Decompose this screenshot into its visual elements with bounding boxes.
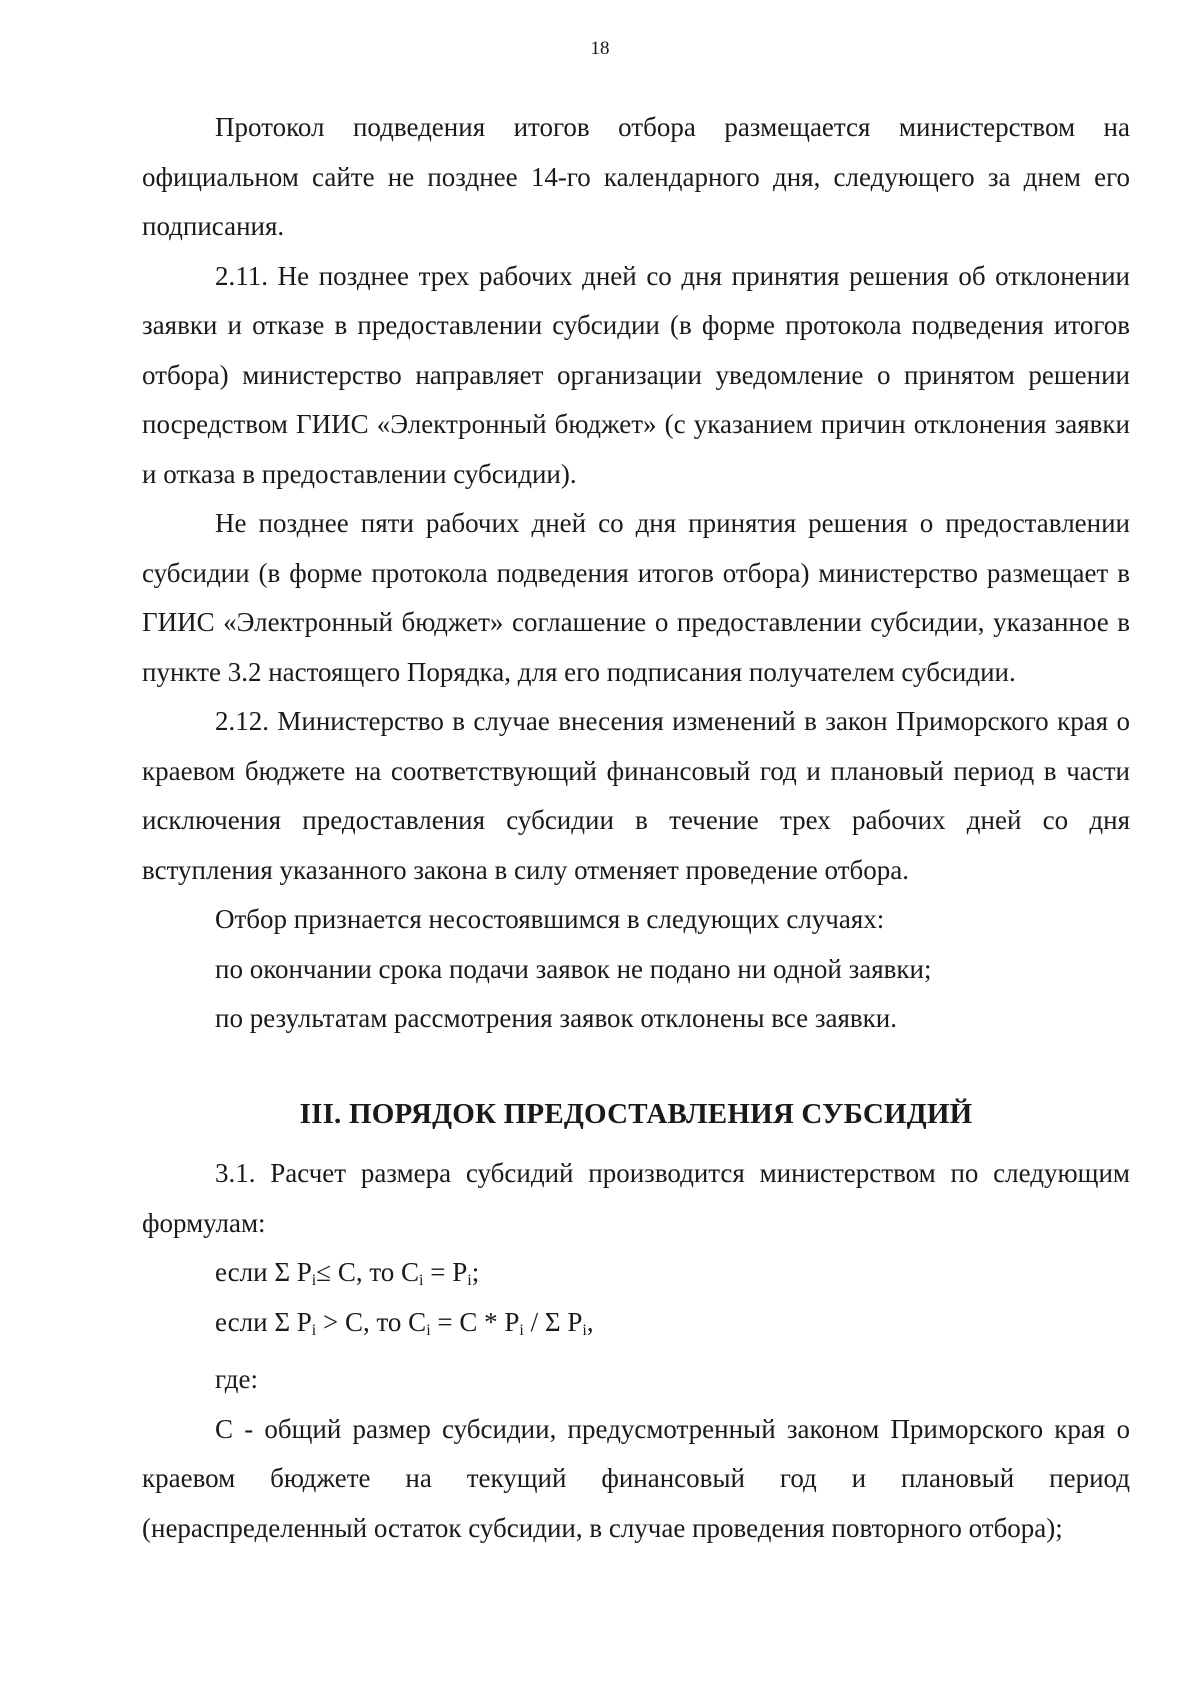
paragraph-3-1: 3.1. Расчет размера субсидий производится министерством по следующим формулам: [142, 1158, 1130, 1238]
where-label: где: [215, 1364, 258, 1394]
page-number: 18 [590, 38, 610, 59]
paragraph-case-all-rejected: по результатам рассмотрения заявок отклонены все заявки. [215, 1003, 897, 1033]
paragraph-2-12: 2.12. Министерство в случае внесения изменений в закон Приморского края о краевом бюджете на соответствующий финансовый год и плановый период в части исключения предоставления субсидии в течение трех рабочих дней со дня вступления указанного закона в силу отменяет проведение отбора. [142, 706, 1130, 885]
paragraph-protocol-publication: Протокол подведения итогов отбора размещается министерством на официальном сайте не позднее 14-го календарного дня, следующего за днем его подписания. [142, 112, 1130, 241]
formula-1: если Σ $P_i\le C$, то $C_i = P_i$; [215, 1257, 480, 1289]
paragraph-agreement-placement: Не позднее пяти рабочих дней со дня принятия решения о предоставлении субсидии (в форме протокола подведения итогов отбора) министерство размещает в ГИИС «Электронный бюджет» соглашение о предоставлении субсидии, указанное в пункте 3.2 настоящего Порядка, для его подписания получателем субсидии. [142, 508, 1130, 687]
formula-2: если Σ $P_i > C$, то $C_i = C * P_i / \Sigma$ $P_i$, [215, 1306, 594, 1339]
paragraph-failed-selection: Отбор признается несостоявшимся в следующих случаях: [215, 904, 885, 934]
document-body [142, 103, 1130, 1553]
section-heading: III. ПОРЯДОК ПРЕДОСТАВЛЕНИЯ СУБСИДИЙ [299, 1097, 973, 1130]
paragraph-definition-c: C - общий размер субсидии, предусмотренный законом Приморского края о краевом бюджете на текущий финансовый год и плановый период (нераспределенный остаток субсидии, в случае проведения повторного отбора); [142, 1413, 1130, 1543]
paragraph-2-11: 2.11. Не позднее трех рабочих дней со дня принятия решения об отклонении заявки и отказе в предоставлении субсидии (в форме протокола подведения итогов отбора) министерство направляет организации уведомление о принятом решении посредством ГИИС «Электронный бюджет» (с указанием причин отклонения заявки и отказа в предоставлении субсидии). [142, 260, 1130, 489]
paragraph-case-no-applications: по окончании срока подачи заявок не подано ни одной заявки; [215, 953, 932, 984]
